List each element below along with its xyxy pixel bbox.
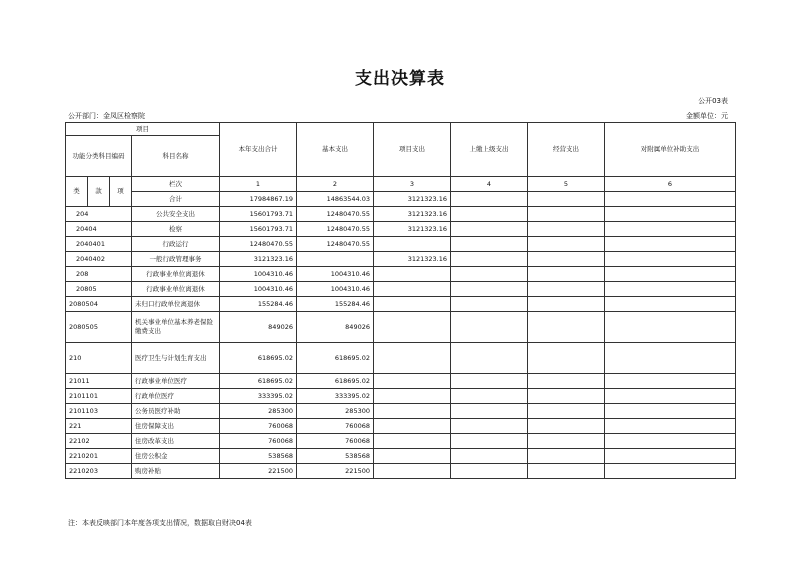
subject-name-cell: 公务员医疗补助 [132,404,220,419]
function-code-cell: 221 [66,419,132,434]
total-cell: 1004310.46 [220,282,297,297]
footnote: 注：本表反映部门本年度各项支出情况，数据取自财决04表 [68,519,252,527]
project-cell [374,434,451,449]
operating-cell [528,237,605,252]
total-basic: 14863544.03 [297,192,374,207]
basic-cell: 618695.02 [297,343,374,374]
total-cell: 221500 [220,464,297,479]
table-row [66,389,736,404]
total-cell: 1004310.46 [220,267,297,282]
total-project: 3121323.16 [374,192,451,207]
function-code-cell: 210 [66,343,132,374]
total-cell: 285300 [220,404,297,419]
function-code-header: 功能分类科目编码 [66,136,132,177]
col-index-4: 4 [451,177,528,192]
subject-name-cell: 医疗卫生与计划生育支出 [132,343,220,374]
operating-cell [528,267,605,282]
function-code-cell: 208 [66,267,132,282]
subsidy-cell [605,312,736,343]
subsidy-cell [605,282,736,297]
upper-level-cell [451,419,528,434]
operating-cell [528,449,605,464]
function-code-cell: 22102 [66,434,132,449]
operating-cell [528,389,605,404]
basic-cell: 333395.02 [297,389,374,404]
table-row [66,267,736,282]
subject-name-cell: 住房保障支出 [132,419,220,434]
subsidy-cell [605,267,736,282]
expenditure-table [65,122,736,479]
basic-cell: 12480470.55 [297,222,374,237]
subsidy-cell [605,343,736,374]
subject-name-cell: 机关事业单位基本养老保险缴费支出 [132,312,220,343]
project-cell [374,389,451,404]
function-code-cell: 204 [66,207,132,222]
subsidy-cell [605,237,736,252]
table-row [66,252,736,267]
total-amount: 17984867.19 [220,192,297,207]
total-cell: 760068 [220,419,297,434]
project-cell [374,374,451,389]
total-row [66,192,736,207]
subject-name-cell: 行政事业单位离退休 [132,267,220,282]
operating-cell [528,297,605,312]
project-cell [374,343,451,374]
subsidy-cell [605,389,736,404]
subsidy-cell [605,222,736,237]
subject-name-cell: 行政事业单位医疗 [132,374,220,389]
operating-cell [528,312,605,343]
basic-expenditure-header: 基本支出 [297,123,374,177]
function-code-cell: 20805 [66,282,132,297]
col-index-5: 5 [528,177,605,192]
project-cell [374,449,451,464]
subsidy-cell [605,252,736,267]
total-cell: 849026 [220,312,297,343]
subject-name-header: 科目名称 [132,136,220,177]
operating-cell [528,404,605,419]
function-code-cell: 2101103 [66,404,132,419]
subject-name-cell: 一般行政管理事务 [132,252,220,267]
upper-level-cell [451,237,528,252]
function-code-cell: 2040401 [66,237,132,252]
upper-level-cell [451,374,528,389]
basic-cell: 12480470.55 [297,207,374,222]
table-row [66,237,736,252]
total-cell: 3121323.16 [220,252,297,267]
department-label: 公开部门：金凤区检察院 [68,112,145,120]
upper-level-cell [451,312,528,343]
subject-name-cell: 检察 [132,222,220,237]
upper-level-cell [451,464,528,479]
column-index-row [66,177,736,192]
subsidy-header: 对附属单位补助支出 [605,123,736,177]
table-row [66,374,736,389]
project-cell [374,404,451,419]
total-cell: 15601793.71 [220,222,297,237]
item-header: 项目 [66,123,220,136]
function-code-cell: 2101101 [66,389,132,404]
project-cell: 3121323.16 [374,252,451,267]
lei-header: 类 [66,177,88,207]
table-row [66,222,736,237]
subject-name-cell: 公共安全支出 [132,207,220,222]
kuan-header: 款 [88,177,110,207]
operating-cell [528,222,605,237]
table-row [66,419,736,434]
basic-cell: 1004310.46 [297,282,374,297]
upper-level-cell [451,222,528,237]
subsidy-cell [605,419,736,434]
total-cell: 760068 [220,434,297,449]
basic-cell: 760068 [297,419,374,434]
table-row [66,312,736,343]
upper-level-cell [451,207,528,222]
total-cell: 538568 [220,449,297,464]
total-cell: 15601793.71 [220,207,297,222]
amount-unit-label: 金额单位：元 [686,112,728,120]
project-cell: 3121323.16 [374,207,451,222]
basic-cell: 221500 [297,464,374,479]
basic-cell: 849026 [297,312,374,343]
subject-name-cell: 住房改革支出 [132,434,220,449]
table-row [66,434,736,449]
col-index-6: 6 [605,177,736,192]
table-row [66,464,736,479]
total-cell: 12480470.55 [220,237,297,252]
upper-level-cell [451,389,528,404]
lanci-label: 栏次 [132,177,220,192]
total-label: 合计 [132,192,220,207]
operating-cell [528,464,605,479]
function-code-cell: 20404 [66,222,132,237]
basic-cell [297,252,374,267]
upper-level-cell [451,434,528,449]
basic-cell: 760068 [297,434,374,449]
project-cell [374,267,451,282]
project-cell [374,464,451,479]
subsidy-cell [605,297,736,312]
report-title: 支出决算表 [355,69,445,89]
upper-level-cell [451,252,528,267]
operating-cell [528,343,605,374]
table-row [66,297,736,312]
subject-name-cell: 行政运行 [132,237,220,252]
upper-level-cell [451,343,528,374]
basic-cell: 618695.02 [297,374,374,389]
basic-cell: 285300 [297,404,374,419]
basic-cell: 1004310.46 [297,267,374,282]
function-code-cell: 2080504 [66,297,132,312]
total-expenditure-header: 本年支出合计 [220,123,297,177]
table-row [66,343,736,374]
basic-cell: 12480470.55 [297,237,374,252]
subsidy-cell [605,404,736,419]
project-cell [374,419,451,434]
form-number: 公开03表 [698,97,728,105]
subject-name-cell: 购房补贴 [132,464,220,479]
project-cell [374,297,451,312]
table-row [66,404,736,419]
upper-level-cell [451,449,528,464]
col-index-3: 3 [374,177,451,192]
operating-cell [528,282,605,297]
header-row-1 [66,123,736,136]
table-row [66,207,736,222]
subsidy-cell [605,464,736,479]
operating-cell [528,419,605,434]
subject-name-cell: 行政事业单位离退休 [132,282,220,297]
project-expenditure-header: 项目支出 [374,123,451,177]
subject-name-cell: 行政单位医疗 [132,389,220,404]
operating-cell [528,374,605,389]
project-cell [374,282,451,297]
subsidy-cell [605,449,736,464]
operating-cell [528,207,605,222]
subsidy-cell [605,434,736,449]
table-row [66,282,736,297]
subject-name-cell: 住房公积金 [132,449,220,464]
total-cell: 333395.02 [220,389,297,404]
function-code-cell: 2040402 [66,252,132,267]
subsidy-cell [605,374,736,389]
subject-name-cell: 未归口行政单位离退休 [132,297,220,312]
total-cell: 618695.02 [220,374,297,389]
upper-level-cell [451,282,528,297]
basic-cell: 538568 [297,449,374,464]
operating-cell [528,252,605,267]
upper-level-cell [451,297,528,312]
col-index-1: 1 [220,177,297,192]
total-cell: 618695.02 [220,343,297,374]
subsidy-cell [605,207,736,222]
function-code-cell: 2210203 [66,464,132,479]
col-index-2: 2 [297,177,374,192]
total-cell: 155284.46 [220,297,297,312]
project-cell [374,312,451,343]
upper-level-cell [451,267,528,282]
project-cell [374,237,451,252]
basic-cell: 155284.46 [297,297,374,312]
operating-expenditure-header: 经营支出 [528,123,605,177]
function-code-cell: 2210201 [66,449,132,464]
project-cell: 3121323.16 [374,222,451,237]
function-code-cell: 21011 [66,374,132,389]
operating-cell [528,434,605,449]
xiang-header: 项 [110,177,132,207]
function-code-cell: 2080505 [66,312,132,343]
upper-level-header: 上缴上级支出 [451,123,528,177]
upper-level-cell [451,404,528,419]
table-row [66,449,736,464]
